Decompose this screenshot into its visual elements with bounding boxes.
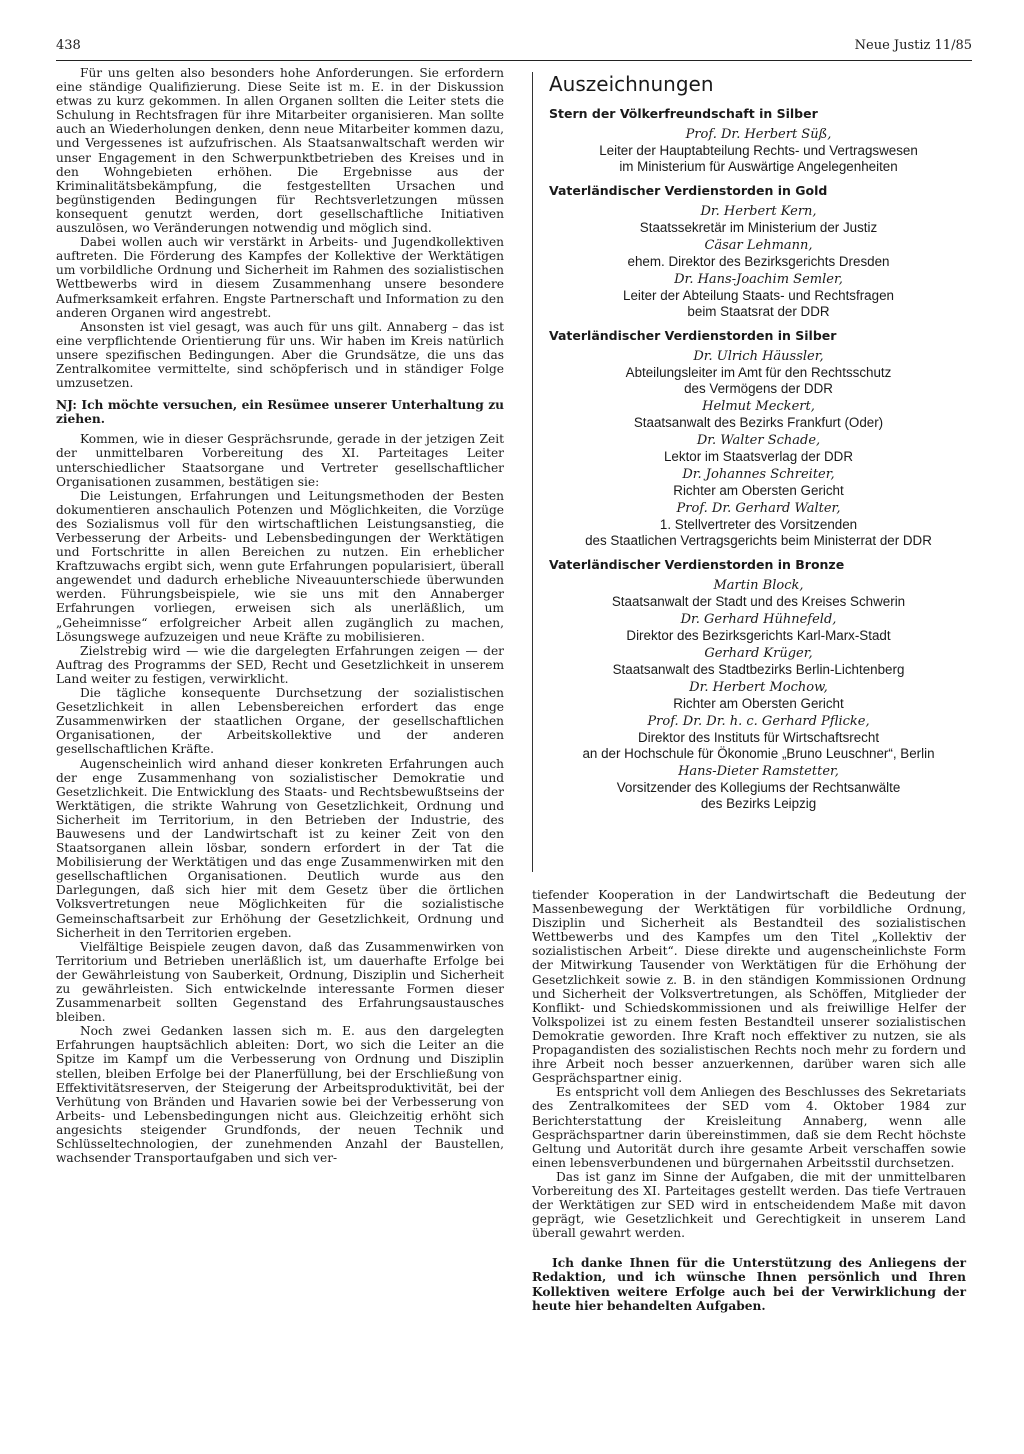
- recipient-name: Gerhard Krüger,: [704, 646, 813, 661]
- award-recipient: [549, 680, 968, 712]
- paragraph: Dabei wollen auch wir verstärkt in Arbeits- und Jugendkollektiven auftreten. Die Förderung des Kampfes der Kollektive der Werktätigen um vorbildliche Ordnung und Sicherheit im Rahmen des sozialistischen Wettbewerbs wird in diesem Zusammenhang unsere besondere Aufmerksamkeit erfahren. Engste Partnerschaft und Information zu den anderen Organen wird angestrebt.: [56, 235, 504, 320]
- recipient-role: ehem. Direktor des Bezirksgerichts Dresden: [627, 254, 890, 269]
- paragraph: Die Leistungen, Erfahrungen und Leitungsmethoden der Besten dokumentieren anschaulich Potenzen und Möglichkeiten, die Vorzüge des Sozialismus voll für den wirtschaftlichen Leistungsanstieg, die Verbesserung der Arbeits- und Lebensbedingungen der Werktätigen und Fortschritte in allen Bereichen zu nutzen. Ein erheblicher Kraftzuwachs ergibt sich, wenn gute Erfahrungen popularisiert, überall angewendet und dadurch erhebliche Niveauunterschiede überwunden werden. Führungsbeispiele, wie sie uns mit den Annaberger Erfahrungen vorliegen, erweisen sich als unerläßlich, um „Geheimnisse“ erfolgreicher Arbeit allen zugänglich zu machen, Lösungswege aufzuzeigen und neue Kräfte zu mobilisieren.: [56, 488, 504, 644]
- recipient-name: Dr. Ulrich Häussler,: [693, 349, 824, 364]
- recipient-role: Staatsanwalt des Bezirks Frankfurt (Oder): [633, 415, 884, 430]
- page-number: 438: [56, 38, 81, 53]
- award-section-title: Vaterländischer Verdienstorden in Gold: [549, 183, 828, 198]
- paragraph: Vielfältige Beispiele zeugen davon, daß das Zusammenwirken von Territorium und Betrieben unerläßlich ist, um dauerhafte Erfolge bei der Gewährleistung von Sauberkeit, Ordnung, Disziplin und Sicherheit zu gewährleisten. Sich entwickelnde interessante Formen dieser Zusammenarbeit sollten Gegenstand des Erfahrungsaustausches bleiben.: [56, 939, 504, 1025]
- awards-box: [532, 72, 968, 872]
- recipient-name: Dr. Johannes Schreiter,: [682, 467, 835, 482]
- award-recipient: [549, 501, 968, 549]
- awards-list: [549, 106, 968, 812]
- paragraph: Das ist ganz im Sinne der Aufgaben, die mit der unmittelbaren Vorbereitung des XI. Parteitages gestellt werden. Das tiefe Vertrauen der Werktätigen zur SED wird in entscheidendem Maße mit davon geprägt, wie Gesetzlichkeit und Gerechtigkeit in unserem Land überall gewahrt werden.: [532, 1169, 966, 1241]
- paragraph: Die tägliche konsequente Durchsetzung der sozialistischen Gesetzlichkeit in allen Lebensbereichen erfordert das enge Zusammenwirken der staatlichen Organe, der gesellschaftlichen Organisationen, der Arbeitskollektive und der anderen gesellschaftlichen Kräfte.: [56, 686, 504, 757]
- recipient-role: Richter am Obersten Gericht: [673, 483, 844, 498]
- paragraph: Ansonsten ist viel gesagt, was auch für uns gilt. Annaberg – das ist eine verpflichtende Orientierung für uns. Wir haben im Kreis natürlich unsere spezifischen Bedingungen. Aber die Grundsätze, die uns das Zentralkomitee vermittelte, sind schöpferisch und in ständiger Folge umzusetzen.: [56, 319, 504, 391]
- award-section-title: Vaterländischer Verdienstorden in Silber: [549, 328, 837, 343]
- award-recipient: [549, 467, 968, 499]
- recipient-name: Martin Block,: [713, 578, 804, 593]
- paragraph: Kommen, wie in dieser Gesprächsrunde, gerade in der jetzigen Zeit der unmittelbaren Vorbereitung des XI. Parteitages Leiter unterschiedlicher Staatsorgane und Vertreter gesellschaftlicher Organisationen zusammen, bestätigen sie:: [56, 432, 504, 489]
- award-section-title: Vaterländischer Verdienstorden in Bronze: [549, 557, 845, 572]
- article-left-column: [56, 66, 504, 1165]
- recipient-name: Dr. Herbert Kern,: [700, 204, 817, 219]
- recipient-name: Prof. Dr. Dr. h. c. Gerhard Pflicke,: [647, 714, 870, 729]
- recipient-role: des Vermögens der DDR: [684, 381, 833, 396]
- recipient-role: Staatsanwalt der Stadt und des Kreises Schwerin: [611, 594, 906, 609]
- recipient-role: Leiter der Hauptabteilung Rechts- und Vertragswesen: [599, 143, 918, 158]
- recipient-role: 1. Stellvertreter des Vorsitzenden: [659, 517, 858, 532]
- recipient-name: Dr. Walter Schade,: [696, 433, 821, 448]
- recipient-role: Direktor des Instituts für Wirtschaftsrecht: [637, 730, 880, 745]
- award-recipient: [549, 578, 968, 610]
- closing-statement: Ich danke Ihnen für die Unterstützung des Anliegens der Redaktion, und ich wünsche Ihnen persönlich und Ihren Kollektiven weitere Erfolge auch bei der Verwirklichung der heute hier behandelten Aufgaben.: [532, 1256, 966, 1313]
- awards-title: Auszeichnungen: [549, 72, 714, 96]
- award-recipient: [549, 204, 968, 236]
- recipient-name: Helmut Meckert,: [702, 399, 815, 414]
- award-recipient: [549, 349, 968, 397]
- recipient-role: Richter am Obersten Gericht: [673, 696, 844, 711]
- recipient-role: Direktor des Bezirksgerichts Karl-Marx-Stadt: [626, 628, 891, 643]
- award-recipient: [549, 714, 968, 762]
- journal-issue: Neue Justiz 11/85: [854, 38, 972, 53]
- paragraph: Für uns gelten also besonders hohe Anforderungen. Sie erfordern eine ständige Qualifizierung. Diese Seite ist m. E. in der Diskussion etwas zu kurz gekommen. In allen Organen sollten die Leiter stets die Schulung in Rechtsfragen für ihre Mitarbeiter organisieren. Man sollte auch an Wiederholungen denken, denn neue Mitarbeiter kommen dazu, und Vergessenes ist aufzufrischen. Als Staatsanwaltschaft werden wir unser Engagement in den Schwerpunktbetrieben des Kreises und in den Wohngebieten erhöhen. Die Ergebnisse aus der Kriminalitätsbekämpfung, die festgestellten Ursachen und begünstigenden Bedingungen für Rechtsverletzungen müssen konsequent genutzt werden, dort gesellschaftliche Initiativen auszulösen, wo Veränderungen notwendig und möglich sind.: [56, 66, 504, 236]
- recipient-role: Staatssekretär im Ministerium der Justiz: [639, 220, 878, 235]
- interview-question: NJ: Ich möchte versuchen, ein Resümee unserer Unterhaltung zu ziehen.: [56, 398, 504, 427]
- recipient-role: Staatsanwalt des Stadtbezirks Berlin-Lichtenberg: [612, 662, 905, 677]
- recipient-name: Cäsar Lehmann,: [704, 238, 813, 253]
- award-recipient: [549, 272, 968, 320]
- recipient-name: Hans-Dieter Ramstetter,: [678, 764, 839, 779]
- recipient-role: beim Staatsrat der DDR: [687, 304, 830, 319]
- recipient-role: des Bezirks Leipzig: [700, 796, 817, 811]
- recipient-role: an der Hochschule für Ökonomie „Bruno Leuschner“, Berlin: [582, 746, 935, 761]
- award-recipient: [549, 127, 968, 175]
- award-recipient: [549, 612, 968, 644]
- paragraph: Es entspricht voll dem Anliegen des Beschlusses des Sekretariats des Zentralkomitees der SED vom 4. Oktober 1984 zur Berichterstattung der Kreisleitung Annaberg, wenn alle Gesprächspartner darin übereinstimmen, daß sie dem Recht höchste Geltung und Autorität durch ihre gesamte Arbeit verschaffen sowie einen lebensverbundenen und bürgernahen Arbeitsstil durchsetzen.: [532, 1085, 966, 1170]
- recipient-role: Leiter der Abteilung Staats- und Rechtsfragen: [623, 288, 894, 303]
- recipient-name: Dr. Hans-Joachim Semler,: [674, 272, 843, 287]
- recipient-name: Dr. Herbert Mochow,: [689, 680, 828, 695]
- paragraph: Zielstrebig wird — wie die dargelegten Erfahrungen zeigen — der Auftrag des Programms der SED, Recht und Gesetzlichkeit in unserem Land weiter zu festigen, verwirklicht.: [56, 643, 504, 686]
- recipient-name: Prof. Dr. Gerhard Walter,: [676, 501, 841, 516]
- award-recipient: [549, 433, 968, 465]
- award-section-title: Stern der Völkerfreundschaft in Silber: [549, 106, 818, 121]
- recipient-role: Vorsitzender des Kollegiums der Rechtsanwälte: [616, 780, 901, 795]
- recipient-role: Lektor im Staatsverlag der DDR: [663, 449, 854, 464]
- recipient-role: Abteilungsleiter im Amt für den Rechtsschutz: [625, 365, 892, 380]
- header-rule: [56, 60, 972, 61]
- paragraph: Augenscheinlich wird anhand dieser konkreten Erfahrungen auch der enge Zusammenhang von sozialistischer Demokratie und Gesetzlichkeit. Die Entwicklung des Staats- und Rechtsbewußtseins der Werktätigen, die strikte Wahrung von Gesetzlichkeit, Ordnung und Sicherheit im Territorium, in den Betrieben der Industrie, des Bauwesens und der Landwirtschaft ist zu keiner Zeit von den Staatsorganen allein lösbar, sondern erfordert in der Tat die Mobilisierung der Werktätigen und das enge Zusammenwirken mit den gesellschaftlichen Organisationen. Deutlich wurde aus den Darlegungen, daß sich hier mit dem Gesetz über die örtlichen Volksvertretungen neue Möglichkeiten für die sozialistische Gemeinschaftsarbeit zur Erhöhung der Gesetzlichkeit, Ordnung und Sicherheit in den Territorien ergeben.: [56, 756, 504, 940]
- award-recipient: [549, 399, 968, 431]
- recipient-name: Prof. Dr. Herbert Süß,: [685, 127, 832, 142]
- award-recipient: [549, 764, 968, 812]
- recipient-name: Dr. Gerhard Hühnefeld,: [680, 612, 837, 627]
- paragraph: Noch zwei Gedanken lassen sich m. E. aus den dargelegten Erfahrungen hauptsächlich ableiten: Dort, wo sich die Leiter an die Spitze im Kampf um die Verbesserung von Ordnung und Disziplin stellen, bleiben Erfolge bei der Planerfüllung, bei der Erschließung von Effektivitätsreserven, der Steigerung der Arbeitsproduktivität, bei der Verhütung von Bränden und Havarien sowie bei der Verbesserung von Arbeits- und Lebensbedingungen nicht aus. Gleichzeitig erhöht sich angesichts steigender Grundfonds, der neuen Technik und Schlüsseltechnologien, der zunehmenden Anzahl der Baustellen, wachsender Transportaufgaben und sich ver-: [56, 1024, 504, 1166]
- recipient-role: des Staatlichen Vertragsgerichts beim Ministerrat der DDR: [585, 533, 932, 548]
- award-recipient: [549, 238, 968, 270]
- paragraph: tiefender Kooperation in der Landwirtschaft die Bedeutung der Massenbewegung der Werktätigen für vorbildliche Ordnung, Disziplin und Sicherheit als Bestandteil des sozialistischen Wettbewerbs und des Kampfes um den Titel „Kollektiv der sozialistischen Arbeit“. Diese direkte und augenscheinlichste Form der Mitwirkung Tausender von Werktätigen für die Erhöhung der Gesetzlichkeit sowie z. B. in den ständigen Kommissionen Ordnung und Sicherheit der Volksvertretungen, als Schöffen, Mitglieder der Konflikt- und Schiedskommissionen und als freiwillige Helfer der Volkspolizei ist zu einem festen Bestandteil unserer sozialistischen Demokratie geworden. Ihre Kraft noch effektiver zu nutzen, sie als Propagandisten des sozialistischen Rechts noch mehr zu fordern und ihre Arbeit noch besser anzuerkennen, darüber waren sich alle Gesprächspartner einig.: [532, 888, 966, 1086]
- award-recipient: [549, 646, 968, 678]
- recipient-role: im Ministerium für Auswärtige Angelegenheiten: [619, 159, 898, 174]
- article-right-column: [532, 888, 966, 1313]
